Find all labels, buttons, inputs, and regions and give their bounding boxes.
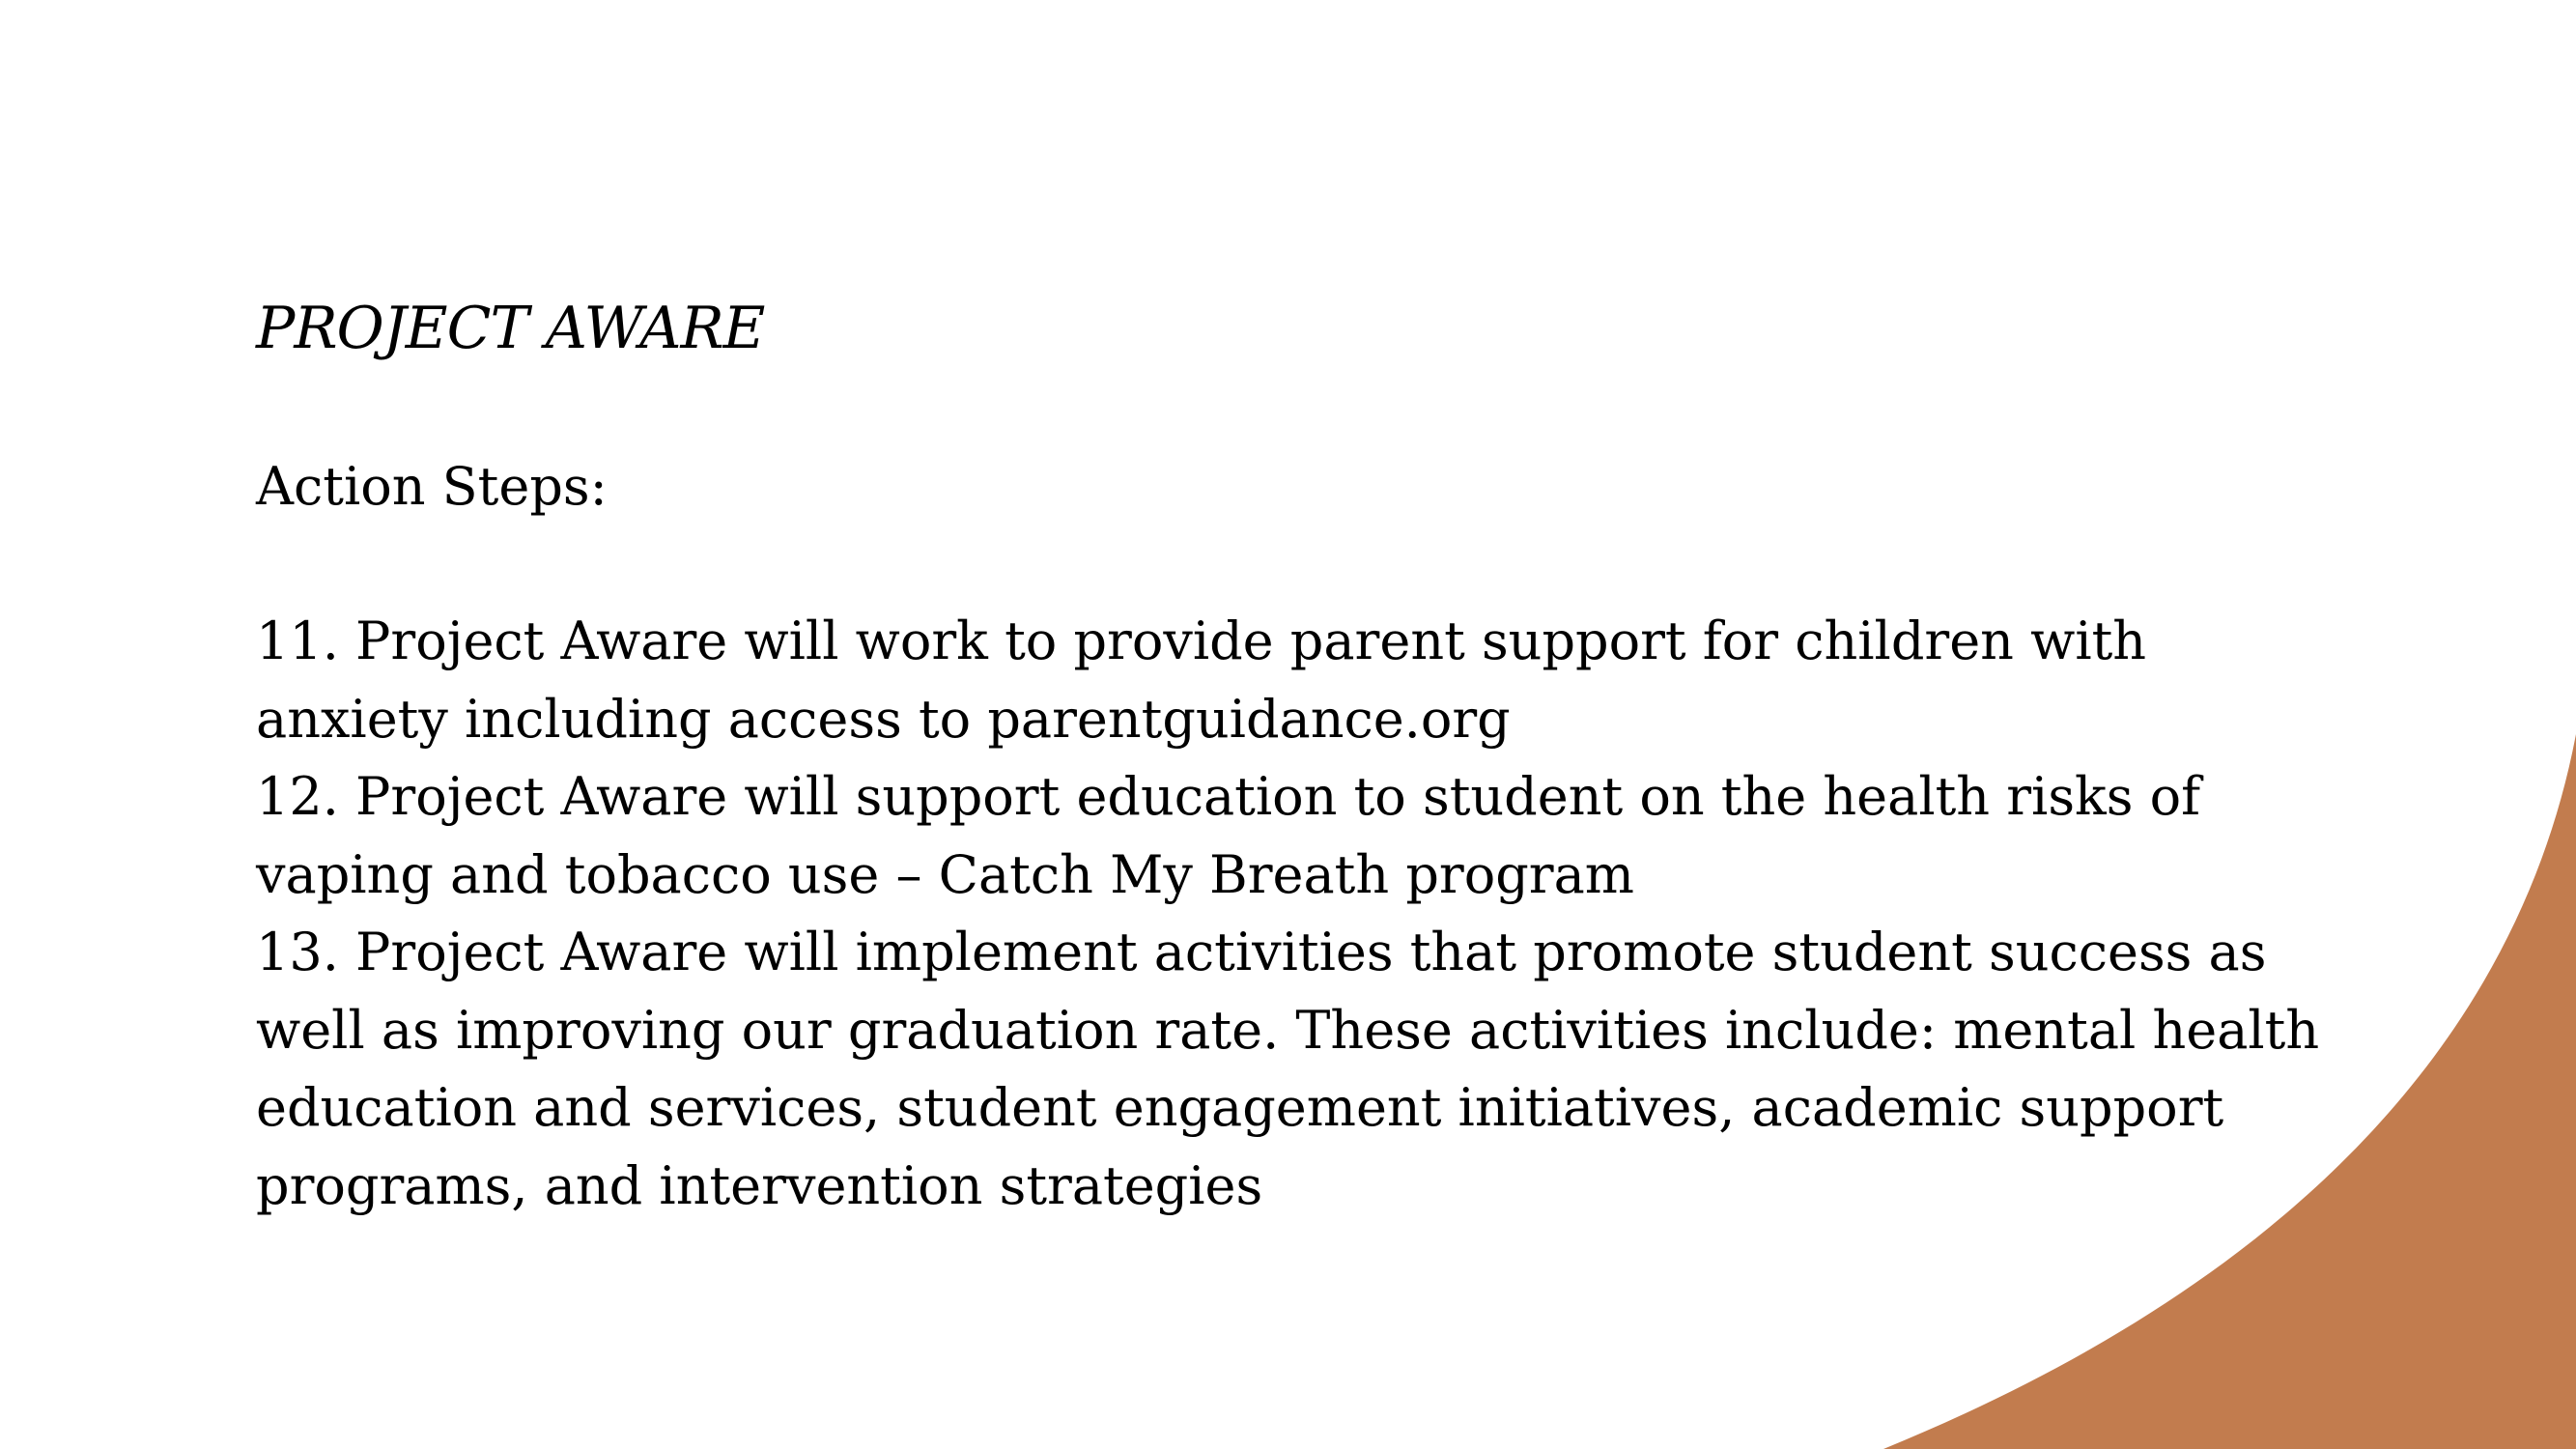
slide-title: PROJECT AWARE	[256, 295, 765, 362]
action-steps-list	[256, 603, 2333, 1225]
action-steps-heading: Action Steps:	[256, 456, 608, 517]
slide-content	[256, 290, 2333, 1225]
action-step-12: 12. Project Aware will support education to student on the health risks of vaping and tobacco use – Catch My Breath program	[256, 766, 2201, 905]
action-step-11: 11. Project Aware will work to provide parent support for children with anxiety including access to parentguidance.org	[256, 611, 2147, 750]
action-step-13: 13. Project Aware will implement activities that promote student success as well as improving our graduation rate. These activities include: mental health education and services, student engagement initiatives, academic support programs, and intervention strategies	[256, 922, 2320, 1216]
